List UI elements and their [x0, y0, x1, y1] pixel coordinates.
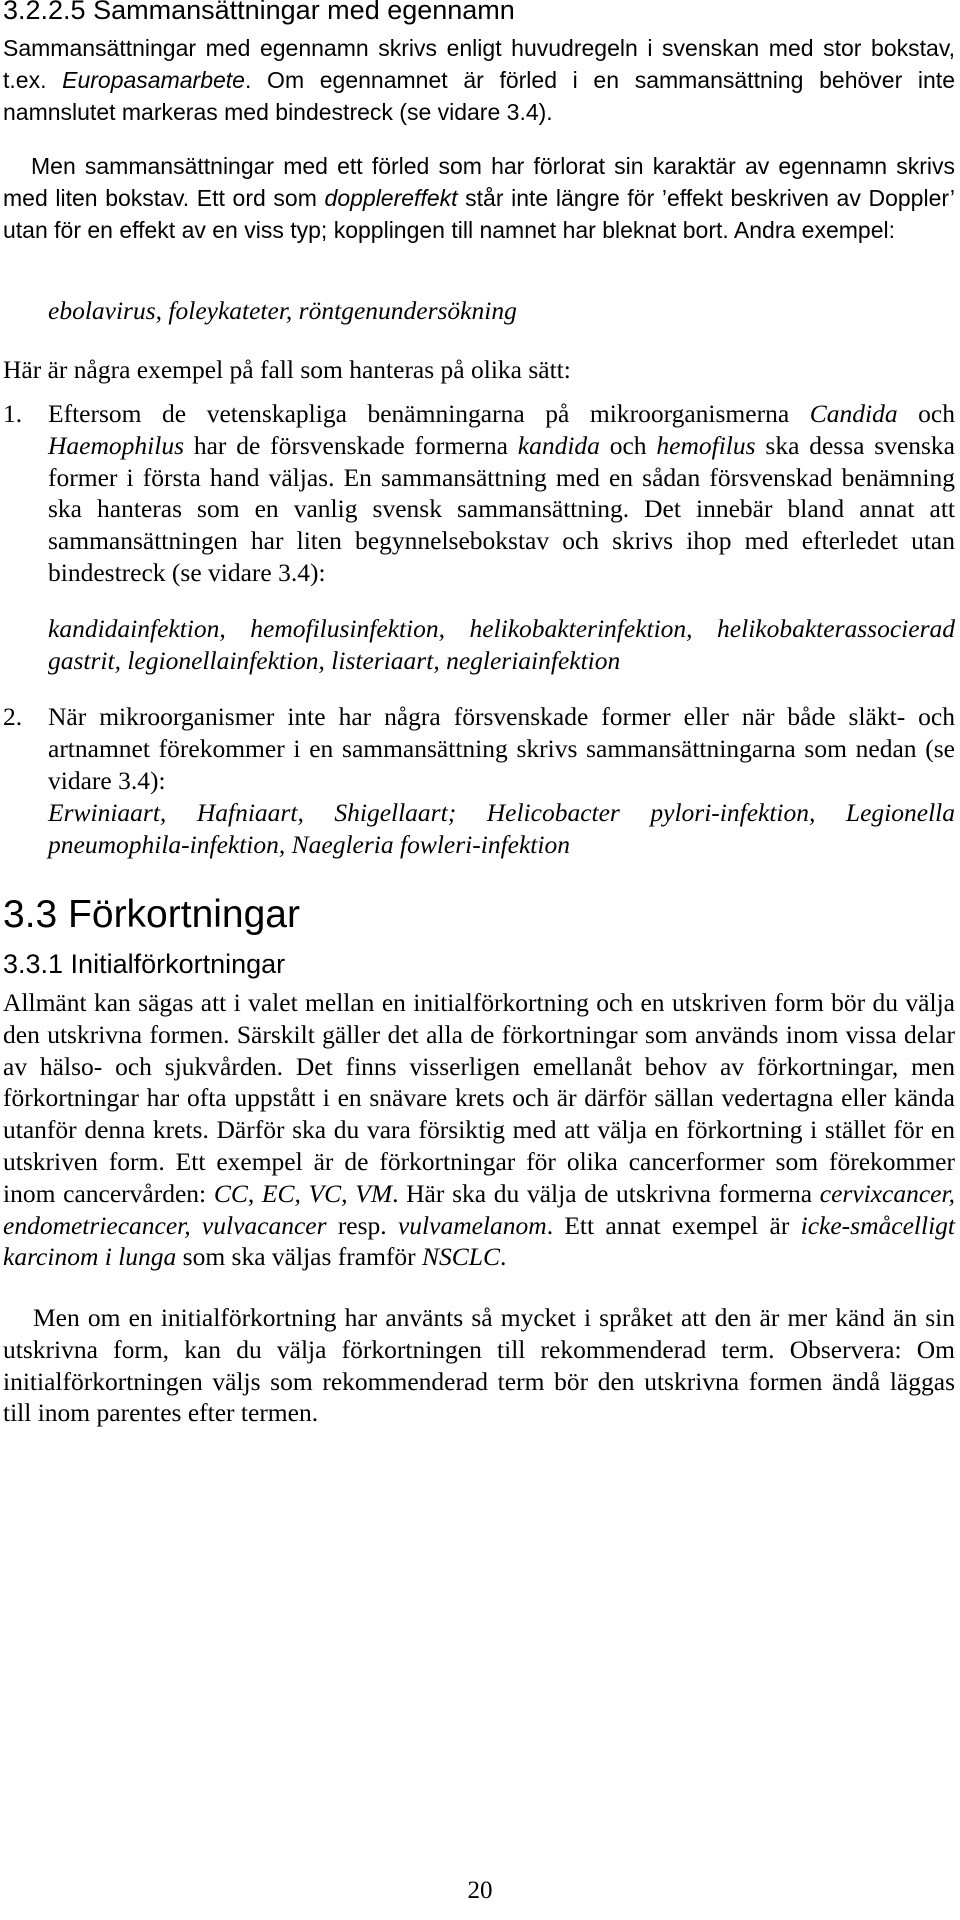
paragraph-initialforkortningar-1: Allmänt kan sägas att i valet mellan en initialförkortning och en utskriven form bör du välja den utskrivna formen. Särskilt gäller det alla de förkortningar som används inom vissa delar av hälso- och sjukvården. Det finns visserligen emellanåt behov av förkortningar, men förkortningar har ofta uppstått i en snävare krets och är därför sällan vedertagna eller kända utanför denna krets. Därför ska du vara försiktig med att välja en förkortning i stället för en utskriven form. Ett exempel är de förkortningar för olika cancerformer som förekommer inom cancervården: CC, EC, VC, VM. Här ska du välja de utskrivna formerna cervixcancer, endometriecancer, vulvacancer resp. vulvamelanom. Ett annat exempel är icke-småcelligt karcinom i lunga som ska väljas framför NSCLC.: [3, 988, 955, 1272]
list-item-1-text: Eftersom de vetenskapliga benämningarna på mikroorganismerna Candida och Haemophilus har de försvenskade formerna kandida och hemofilus ska dessa svenska former i första hand väljas. En sammansättning med en sådan försvenskad benämning ska hanteras som en vanlig svensk sammansättning. Det innebär bland annat att sammansättningen har liten begynnelsebokstav och skrivs ihop med efterledet utan bindestreck (se vidare 3.4):: [48, 399, 956, 587]
list-number: 1.: [3, 399, 23, 428]
example-term: Europasamarbete: [62, 66, 245, 93]
example-list-1: ebolavirus, foleykateter, röntgenundersökning: [48, 296, 517, 325]
heading-3-3: 3.3 Förkortningar: [3, 893, 300, 936]
heading-3-2-2-5: 3.2.2.5 Sammansättningar med egennamn: [3, 0, 515, 25]
paragraph-initialforkortningar-2: Men om en initialförkortning har använts så mycket i språket att den är mer känd än sin utskrivna form, kan du välja förkortningen till rekommenderad term. Observera: Om initialförkortningen väljs som rekommenderad term bör den utskrivna formen ändå läggas till inom parentes efter termen.: [3, 1303, 955, 1428]
example-term: dopplereffekt: [324, 184, 458, 211]
list-item-2-text: När mikroorganismer inte har några försvenskade former eller när både släkt- och artnamnet förekommer i en sammansättning skrivs sammansättningarna som nedan (se vidare 3.4):: [48, 702, 955, 795]
example-list-2: kandidainfektion, hemofilusinfektion, helikobakterinfektion, helikobakterassocierad gastrit, legionellainfektion, listeriaart, negleriainfektion: [48, 614, 955, 675]
example-list-3: Erwiniaart, Hafniaart, Shigellaart; Helicobacter pylori-infektion, Legionella pneumophila-infektion, Naegleria fowleri-infektion: [48, 798, 955, 859]
heading-3-3-1: 3.3.1 Initialförkortningar: [3, 949, 286, 979]
list-number: 2.: [3, 702, 23, 731]
paragraph-egennamn-1: Sammansättningar med egennamn skrivs enligt huvudregeln i svenskan med stor bokstav, t.ex. Europasamarbete. Om egennamnet är förled i en sammansättning behöver inte namnslutet markeras med bindestreck (se vidare 3.4).: [3, 35, 955, 125]
intro-cases: Här är några exempel på fall som hanteras på olika sätt:: [3, 355, 571, 384]
paragraph-egennamn-2: Men sammansättningar med ett förled som har förlorat sin karaktär av egennamn skrivs med liten bokstav. Ett ord som dopplereffekt står inte längre för ’effekt beskriven av Doppler’ utan för en effekt av en viss typ; kopplingen till namnet har bleknat bort. Andra exempel:: [3, 153, 955, 243]
page-number: 20: [467, 1877, 493, 1904]
